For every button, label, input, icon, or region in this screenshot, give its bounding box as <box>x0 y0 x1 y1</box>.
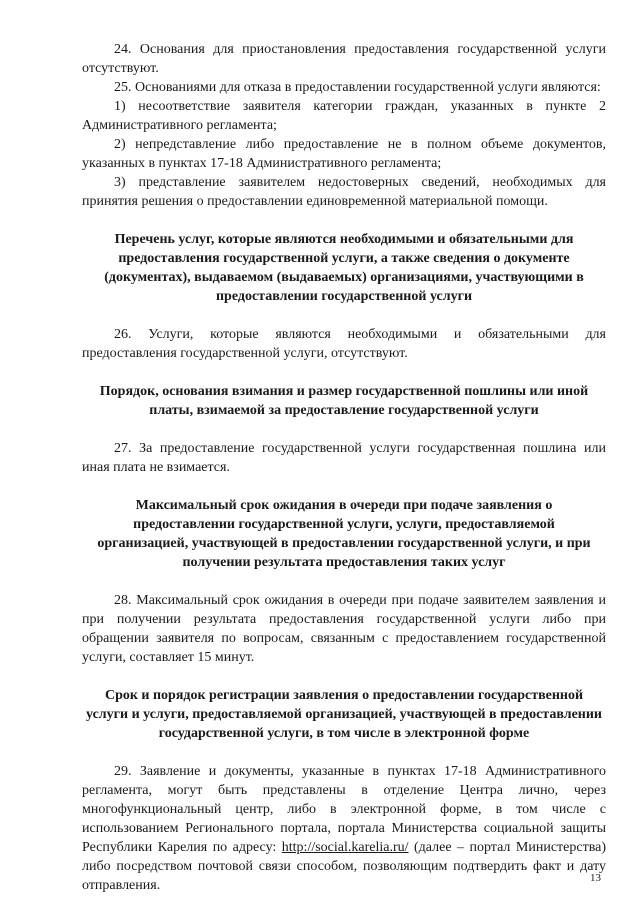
section-heading-waiting-time: Максимальный срок ожидания в очереди при подаче заявления о предоставлении государственной услуги, услуги, предоставляемой организацией, участвующей в предоставлении государственной услуги, и при получении результата предоставления таких услуг <box>97 498 591 570</box>
spacer <box>82 743 606 762</box>
section-heading-services-list: Перечень услуг, которые являются необходимыми и обязательными для предоставления государственной услуги, а также сведения о документе (документах), выдаваемом (выдаваемых) организациями, участвующими в предоставлении государственной услуги <box>104 232 584 304</box>
spacer <box>82 363 606 382</box>
section-heading-registration: Срок и порядок регистрации заявления о предоставлении государственной услуги и услуги, предоставляемой организацией, участвующей в предоставлении государственной услуги, в том числе в электронной форме <box>86 688 602 741</box>
paragraph-25: 25. Основаниями для отказа в предоставлении государственной услуги являются: <box>114 80 601 95</box>
paragraph-27: 27. За предоставление государственной услуги государственная пошлина или иная плата не взимается. <box>82 441 606 475</box>
paragraph-25-item-3: 3) представление заявителем недостоверных сведений, необходимых для принятия решения о предоставлении единовременной материальной помощи. <box>82 175 606 209</box>
paragraph-29-text-start: 29. Заявление и документы, указанные в пунктах 17-18 Административного регламента, могут быть представлены в отделение Центра лично, через многофункциональный центр, либо в электронной форме, в том числе с использованием Регионального портала, портала Министерства социальной защиты Республики Карелия по адресу: <box>82 764 606 855</box>
section-heading-state-fee: Порядок, основания взимания и размер государственной пошлины или иной платы, взимаемой за предоставление государственной услуги <box>99 384 589 418</box>
document-page <box>82 40 606 895</box>
paragraph-29 <box>82 762 606 895</box>
ministry-portal-link[interactable]: http://social.karelia.ru/ <box>281 840 409 855</box>
spacer <box>82 477 606 496</box>
paragraph-24: 24. Основания для приостановления предоставления государственной услуги отсутствуют. <box>82 42 606 76</box>
paragraph-26: 26. Услуги, которые являются необходимыми и обязательными для предоставления государственной услуги, отсутствуют. <box>82 327 606 361</box>
paragraph-25-item-1: 1) несоответствие заявителя категории граждан, указанных в пункте 2 Административного регламента; <box>82 99 606 133</box>
spacer <box>82 306 606 325</box>
page-number: 13 <box>590 872 601 884</box>
spacer <box>82 667 606 686</box>
paragraph-25-item-2: 2) непредставление либо предоставление не в полном объеме документов, указанных в пунктах 17-18 Административного регламента; <box>82 137 606 171</box>
paragraph-29-text-end: (далее – портал Министерства) либо посредством почтовой связи способом, позволяющим подтвердить факт и дату отправления. <box>82 840 607 893</box>
spacer <box>82 572 606 591</box>
spacer <box>82 211 606 230</box>
paragraph-28: 28. Максимальный срок ожидания в очереди при подаче заявителем заявления и при получении результата предоставления государственной услуги либо при обращении заявителя по вопросам, связанным с предоставлением государственной услуги, составляет 15 минут. <box>82 593 606 665</box>
spacer <box>82 420 606 439</box>
